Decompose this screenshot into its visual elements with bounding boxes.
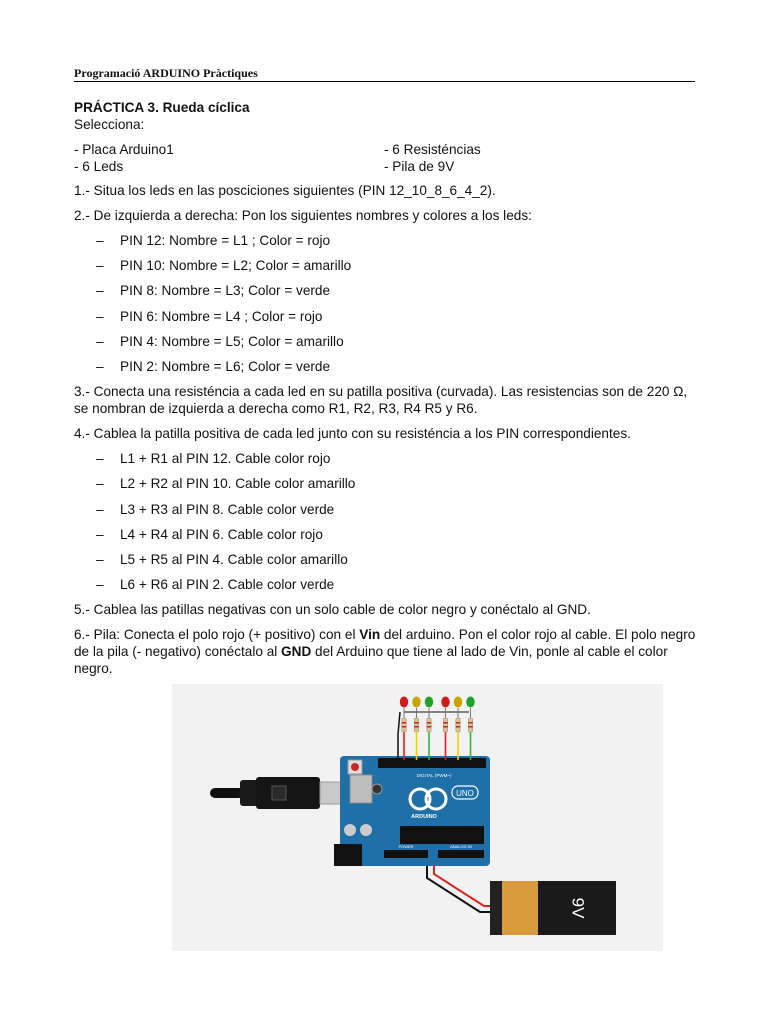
dash-bullet: – (96, 577, 104, 593)
material-item: - Pila de 9V (384, 159, 455, 174)
led (454, 697, 462, 708)
dash-bullet: – (96, 526, 104, 542)
material-item: - 6 Leds (74, 159, 124, 174)
digital-label: DIGITAL (PWM~) (416, 773, 452, 778)
list-item-text: PIN 4: Nombre = L5; Color = amarillo (120, 333, 344, 349)
step-3: 3.- Conecta una resisténcia a cada led en su patilla positiva (curvada). Las resistencias son de 220 Ω, se nombran de izquierda a derecha como R1, R2, R3, R4 R5 y R6. (74, 384, 688, 417)
list-item-text: PIN 12: Nombre = L1 ; Color = rojo (120, 233, 331, 248)
list-item (74, 475, 696, 492)
board-brand: ARDUINO (411, 814, 437, 820)
capacitor (360, 824, 372, 836)
battery-9v (490, 881, 616, 935)
dash-bullet: – (96, 551, 104, 567)
led-array (398, 697, 475, 761)
list-item (74, 358, 696, 375)
step-1: 1.- Situa los leds en las posciciones siguientes (PIN 12_10_8_6_4_2). (74, 183, 496, 198)
resistor-band (414, 722, 418, 724)
power-jack (334, 844, 362, 866)
dash-bullet: – (96, 451, 104, 467)
select-label: Selecciona: (74, 117, 145, 132)
list-item (74, 526, 696, 543)
dash-bullet: – (96, 308, 104, 324)
battery-copper-band (502, 881, 540, 935)
vin-term: Vin (359, 627, 381, 643)
resistor-band (443, 722, 447, 724)
resistor-band (468, 722, 472, 724)
resistor-band (456, 722, 460, 724)
led (400, 697, 408, 708)
list-item-text: L3 + R3 al PIN 8. Cable color verde (120, 501, 335, 517)
resistor (468, 718, 472, 732)
power-header (384, 850, 428, 858)
resistor-band (414, 726, 418, 728)
led (441, 697, 449, 708)
list-item-text: L6 + R6 al PIN 2. Cable color verde (120, 577, 335, 593)
circuit-diagram (172, 684, 663, 951)
usb-port (350, 775, 372, 803)
led (466, 697, 474, 708)
step-6-text: del arduino. Pon el color rojo al cable. El polo negro de la pila (- negativo) conéctalo al (74, 627, 696, 660)
resistor-band (468, 726, 472, 728)
resistor (427, 718, 431, 732)
resistor-band (427, 722, 431, 724)
dash-bullet: – (96, 476, 104, 492)
analog-header (438, 850, 484, 858)
resistor-band (456, 726, 460, 728)
mounting-hole (372, 784, 382, 794)
led (412, 697, 420, 708)
list-item (74, 576, 696, 593)
list-item (74, 282, 696, 299)
materials-left-column (74, 141, 384, 175)
dash-bullet: – (96, 358, 104, 374)
materials-right-column (384, 141, 694, 175)
step-2: 2.- De izquierda a derecha: Pon los siguientes nombres y colores a los leds: (74, 208, 532, 223)
battery-label: 9V (568, 897, 588, 919)
list-item-text: L4 + R4 al PIN 6. Cable color rojo (120, 526, 323, 542)
resistor-band (402, 726, 406, 728)
arduino-board (334, 756, 490, 866)
battery-terminal-cap (490, 881, 504, 935)
list-item (74, 450, 696, 467)
wiring-list (74, 450, 696, 593)
list-item (74, 501, 696, 518)
reset-button-cap (351, 763, 359, 771)
resistor-band (443, 726, 447, 728)
list-item-text: PIN 10: Nombre = L2; Color = amarillo (120, 258, 352, 274)
list-item-text: PIN 6: Nombre = L4 ; Color = rojo (120, 308, 323, 324)
list-item (74, 333, 696, 350)
circuit-svg (172, 684, 663, 951)
resistor (443, 718, 447, 732)
ground-wire (398, 712, 400, 760)
list-item-text: L2 + R2 al PIN 10. Cable color amarillo (120, 476, 356, 492)
power-label: POWER (398, 844, 414, 849)
resistor (402, 718, 406, 732)
resistor (414, 718, 418, 732)
list-item (74, 308, 696, 325)
step-4: 4.- Cablea la patilla positiva de cada led junto con su resisténcia a los PIN correspondientes. (74, 426, 631, 442)
usb-cable (210, 777, 350, 809)
resistor (456, 718, 460, 732)
resistor-band (402, 722, 406, 724)
list-item-text: PIN 8: Nombre = L3; Color = verde (120, 283, 331, 299)
dash-bullet: – (96, 333, 104, 349)
analog-label: ANALOG IN (450, 844, 472, 849)
dash-bullet: – (96, 233, 104, 248)
usb-cable-wire (210, 788, 244, 798)
list-item (74, 232, 696, 249)
step-6 (74, 626, 696, 677)
gnd-term: GND (281, 644, 312, 660)
materials-list (74, 141, 696, 175)
resistor-band (427, 726, 431, 728)
led (425, 697, 433, 708)
led-names-list (74, 232, 696, 375)
dash-bullet: – (96, 283, 104, 299)
list-item-text: L1 + R1 al PIN 12. Cable color rojo (120, 451, 331, 467)
material-item: - Placa Arduino1 (74, 142, 174, 157)
step-6-text: del Arduino que tiene al lado de Vin, ponle al cable el color negro. (74, 644, 668, 677)
dash-bullet: – (96, 501, 104, 517)
step-5: 5.- Cablea las patillas negativas con un solo cable de color negro y conéctalo al GND. (74, 602, 591, 618)
list-item-text: L5 + R5 al PIN 4. Cable color amarillo (120, 551, 348, 567)
document-body (74, 99, 696, 685)
list-item (74, 551, 696, 568)
microcontroller-chip (400, 826, 484, 844)
usb-strain-relief (240, 780, 258, 806)
material-item: - 6 Resisténcias (384, 142, 481, 157)
list-item-text: PIN 2: Nombre = L6; Color = verde (120, 358, 331, 374)
dash-bullet: – (96, 258, 104, 274)
page-header: Programació ARDUINO Pràctiques (74, 66, 695, 82)
practice-title: PRÁCTICA 3. Rueda cíclica (74, 100, 250, 115)
list-item (74, 257, 696, 274)
usb-plug-body (256, 777, 320, 809)
board-model: UNO (456, 789, 474, 798)
usb-icon (272, 786, 286, 800)
ground-rail (404, 710, 469, 712)
step-6-text: 6.- Pila: Conecta el polo rojo (+ positivo) con el (74, 627, 360, 643)
capacitor (344, 824, 356, 836)
